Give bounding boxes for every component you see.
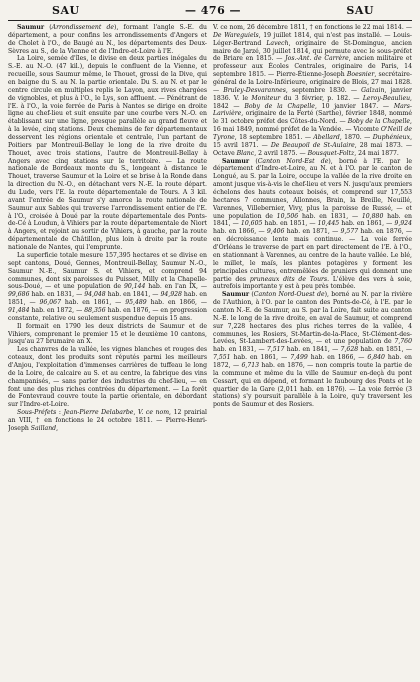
text-run: , ancien militaire et professeur aux Écoles Centrales, originaire de Paris, 14 septembre 1815. — Pierre-Étienne-Joseph	[213, 55, 412, 79]
text-run: ), borné à l'E. par le département d'Indre-et-Loire, au N. et à l'O. par le canton de Longué, au S. par la Loire, occupe la vallée de la rive droite en amont jusque vis-à-vis le chef-lieu et vers N. jusqu'aux premiers échelons des hauts coteaux boisés, et comprend sur 17,553 hectares 7 communes, Allonnes, Brain, la Breille, Neuillé, Varennes, Villebernier, Vivy, plus la paroisse de Russé, — et une population de	[213, 157, 412, 220]
text-run: 10,445	[317, 220, 340, 228]
paragraph	[8, 252, 207, 323]
text-run: hab. en 1861, —	[339, 220, 395, 228]
text-run: 94,048	[84, 291, 106, 299]
text-run: hab. en 1861, —	[230, 354, 291, 362]
text-run: 96,067	[39, 299, 61, 307]
paragraph	[8, 323, 207, 347]
text-run: ,	[56, 424, 59, 432]
paragraph	[8, 55, 207, 251]
text-run: , secrétaire-général de la Loire-Inférieure, originaire de Blois, 27 mai 1828. —	[213, 71, 412, 94]
text-run: 88,356	[84, 306, 106, 314]
paragraph	[213, 291, 412, 409]
text-run: , 28 mai 1873. — Octave	[213, 141, 412, 157]
text-run: Il formait en 1790 les deux districts de Saumur et de Vihiers, comprenant le premier 15 et le deuxième 10 cantons, jusqu'au 27 brumaire an X.	[8, 322, 207, 346]
text-run: Jos.-Ant. de Carrère	[285, 55, 349, 63]
text-run: , originaire de la Ferté (Sarthe), février 1848, nommé le 31 octobre préfet des Côtes-du-Nord. —	[213, 110, 412, 126]
text-run: Duphénieux	[372, 134, 411, 142]
text-run: Moniteur	[251, 94, 281, 102]
text-run: , 1842 —	[213, 94, 412, 110]
text-run: 91,484	[8, 306, 30, 314]
text-run: De Wareguiels	[213, 31, 259, 39]
text-run: Bruley-Desvarannes	[223, 86, 286, 94]
text-run: 90,144	[123, 283, 146, 291]
text-run: Boesnier	[346, 71, 375, 79]
text-run: Saumur	[222, 291, 250, 299]
text-run: hab. en 1831, —	[213, 346, 267, 354]
text-run: ), formant l'angle S.-E. du département, a pour confins les arrondissements d'Angers et de Cholet à l'O., de Baugé au N., les départements des Deux-Sèvres au S., de la Vienne et de l'Indre-et-Loire à l'E.	[8, 24, 207, 55]
text-run: , janvier 1836. V. le	[213, 86, 412, 102]
text-run: Blanc	[236, 149, 255, 157]
text-run: hab. en 1872, —	[29, 306, 85, 314]
text-run: Boby de la Chapelle	[347, 118, 411, 126]
text-run: Galzain	[361, 86, 385, 94]
text-run: , 12 prairial an VIII, † en fonctions le 24 octobre 1811. — Pierre-Henri-Joseph	[8, 409, 207, 432]
paragraph	[8, 409, 207, 433]
text-run: hab. en 1851, —	[358, 346, 412, 354]
header-rule	[8, 20, 412, 21]
text-run: De Beaupoil de St-Aulaire	[270, 141, 355, 149]
text-run: hab. en 1851, —	[262, 220, 318, 228]
text-run: 7,628	[340, 346, 359, 354]
text-run: hab. en 1841, —	[284, 346, 341, 354]
text-run: hab. en 1876, — non compris toute la partie de la commune et même du la ville de Saumur en-deçà du pont Cessart, qui en dépend, et formant le faubourg des Ponts et le quartier de la Gare (2,011 hab. en 1876). — La voie ferrée (3 stations) s'y poursuit parallèle à la Loire, qu'y traversent les ponts de Saumur et des Rosiers.	[213, 361, 412, 409]
text-run: , 18 septembre 1851. —	[234, 134, 314, 142]
paragraph	[213, 24, 412, 158]
text-run: hab. en 1866, —	[213, 228, 267, 236]
header-left: SAU	[52, 4, 80, 17]
text-run: Bousquet-Foltz	[307, 149, 355, 157]
text-run: . L'élève des vers à soie, autrefois importante y est à peu près tombée.	[213, 275, 412, 291]
paragraph	[8, 24, 207, 55]
text-run: 9,924	[394, 220, 412, 228]
text-run: hab. en 1876, — en progression constante, relative ou seulement suspendue depuis 15 ans.	[8, 306, 207, 322]
text-run: ), borné au N. par la rivière de l'Authion, à l'O. par le canton des Ponts-de-Cé, à l'E. par le canton N.-E. de Saumur, au S. par la Loire, fait suite au canton N.-E. le long de la rive droite, en aval de Saumur, et comprend sur 7,228 hectares des plus riches terres de la vallée, 4 communes, les Rosiers, St-Martin-de-la-Place, St-Clément-des-Levées, St-Lambert-des-Levées, — et une population de	[213, 291, 412, 346]
text-run: O'Neill de Tyrone	[213, 126, 412, 142]
header-right: SAU	[346, 4, 374, 17]
text-run: , 24 mai 1877.	[354, 149, 399, 157]
text-run: Lavech	[266, 39, 289, 47]
text-run: 10,880	[361, 212, 384, 220]
text-run: Boby de la Chapelle	[244, 102, 315, 110]
text-run: , 15 avril 1871. —	[213, 134, 412, 149]
page-number: — 476 —	[184, 4, 242, 17]
text-run: hab. en 1876, — en décroissance lente mais continue. — La voie ferrée d'Orléans le traverse de part en part directement de l'E. à l'O., en stationnant à Varennes, au centre de la haute vallée. Le blé, le millet, le maïs, les plantes potagères y forment les principales cultures, entremêlées de pruniers qui donnent une partie des	[213, 228, 412, 283]
text-run: (	[249, 157, 258, 165]
text-run: 6,713	[241, 361, 260, 369]
text-run: hab. en 1871, —	[284, 228, 341, 236]
text-run: La superficie totale mesure 157,395 hectares et se divise en sept cantons, Doué, Gennes, Montreuil-Bellay, Saumur N.-O., Saumur N.-E., Saumur S. et Vihiers, et comprend 94 communes, dont six paroisses du Puisset, Milly et la Chapelle-sous-Doué, — et une population de	[8, 251, 207, 291]
text-run: 7,499	[290, 354, 308, 362]
text-run: La Loire, semée d'îles, le divise en deux parties inégales du S.-E. au N.-O. (47 kil.), depuis le confluent de la Vienne, et recueille, sous Saumur même, le Thouet, grossi de la Dive, qui en baigne du S. au N. la partie orientale. Du S. au N. et par le centre circule en multiples replis le Layon, aux rives chargées de vignobles, et plus à l'O., le Lys, son affluent. — Pénétrant de l'E. à l'O., la voie ferrée de Paris à Nantes se dirige en droite ligne au chef-lieu et suit ensuite par une courbe vers N.-O. en établissant sur une ligne, presque parallèle au grand fleuve et à la levée, cinq stations. Deux chemins de fer départementaux desservent les régions orientale et centrale, l'un partant de Poitiers par Montreuil-Bellay le long de la rive droite du Thouet, avec trois stations, l'autre de Montreuil-Bellay à Angers avec cinq stations sur le territoire. — La route nationale de Bordeaux monte du S., longeant à distance le Thouet, traverse Saumur et la Loire et se brise à la Ronde dans la direction du N.-O., en détachant vers N.-E. la route départ. du Lude, vers l'E. la route départementale de Tours. A 3 kil. avant l'entrée de Saumur s'y amorce la route nationale de Saumur aux Sables qui traverse l'arrondissement entier de l'E. à l'O., croisée à Doué par la route départementale des Ponts-de-Cé à Loudun, à Vihiers par la route départementale de Niort à Angers, et rejoint au sortir de Vihiers, à gauche, par la route départementale de Châtillon, plus loin à droite par la route nationale de Nantes, qui l'emprunte.	[8, 55, 207, 252]
text-run: hab. en 1866, —	[146, 299, 207, 307]
text-run: pruneaux dits de Tours	[249, 275, 328, 283]
text-run: hab. en 1872, —	[213, 354, 412, 369]
text-run: , 10 janvier 1847. —	[314, 102, 394, 110]
text-run: 10,605	[240, 220, 263, 228]
text-run: du 3 février, p. 182. —	[280, 94, 363, 102]
text-run: Sous-Préfets	[17, 409, 57, 417]
text-run: hab. en 1831, —	[298, 212, 362, 220]
text-run: , 19 juillet 1814, qui n'est pas installé. — Louis-Léger-Bertrand	[213, 31, 412, 47]
text-run: Arrondissement de	[51, 24, 115, 31]
text-run: 99,686	[8, 291, 30, 299]
running-header	[8, 4, 412, 18]
text-run: Les chanvres de la vallée, les vignes blanches et rouges des coteaux, dont les produits sont réputés parmi les meilleurs d'Anjou, l'exploitation d'immenses carrières de tuffeau le long de la Loire, de calcaire au S. et au centre, la fabrique des vins champanisés, — sans parler des industries du chef-lieu, — en font une des plus riches contrées du département. — La forêt de Fontevraud couvre toute la partie orientale, en débordant sur l'Indre-et-Loire.	[8, 346, 207, 409]
text-run: Abellard	[313, 134, 340, 142]
text-run: Sailland	[30, 424, 57, 432]
right-column	[213, 24, 412, 680]
text-run: hab. en 1861, —	[60, 299, 126, 307]
text-run: 9,406	[266, 228, 285, 236]
text-run: Saumur	[222, 157, 250, 165]
text-run: hab. en 1841, —	[213, 212, 412, 228]
text-run: hab. en 1841, —	[105, 291, 161, 299]
text-run: Mars-Larivière	[213, 102, 412, 118]
text-run: , septembre 1830. —	[285, 86, 362, 94]
text-run: 6,840	[367, 354, 385, 362]
text-run: Saumur	[17, 24, 45, 31]
text-run: , 2 avril 1875. —	[254, 149, 308, 157]
text-run: hab. en 1831, —	[29, 291, 85, 299]
text-run: (	[249, 291, 254, 299]
text-run: (	[44, 24, 52, 31]
left-column	[8, 24, 207, 680]
text-run: 94,928	[160, 291, 182, 299]
text-run: 7,551	[213, 354, 231, 362]
text-run: 95,489	[125, 299, 147, 307]
text-columns	[8, 24, 412, 680]
text-run: V. ce nom, 26 décembre 1811, † en fonctions le 22 mai 1814. —	[213, 24, 412, 31]
text-run: Jean-Pierre Delabarbe, V. ce nom	[63, 409, 170, 417]
text-run: , 1870. —	[339, 134, 373, 142]
text-run: hab. en 1851, —	[8, 291, 207, 307]
text-run: 9,577	[340, 228, 359, 236]
text-run: hab. en l'an IX, —	[145, 283, 207, 291]
paragraph	[8, 346, 207, 409]
text-run: Canton Nord-Ouest de	[253, 291, 325, 299]
paragraph	[213, 158, 412, 292]
text-run: 10,506	[276, 212, 299, 220]
text-run: Leroy-Beaulieu	[362, 94, 411, 102]
text-run: Canton Nord-Est de	[257, 157, 329, 165]
text-run: 7,760	[394, 338, 412, 346]
text-run: 7,517	[266, 346, 285, 354]
text-run: :	[56, 409, 64, 417]
text-run: , originaire de St-Domingue, ancien maire de Jarzé, 30 juillet 1814, qui permute avec le sous-préfet de Briare en 1815. —	[213, 39, 412, 63]
text-run: hab. en 1866, —	[307, 354, 368, 362]
text-run: , 16 mai 1849, nommé préfet de la Vendée. — Vicomte	[213, 118, 412, 134]
